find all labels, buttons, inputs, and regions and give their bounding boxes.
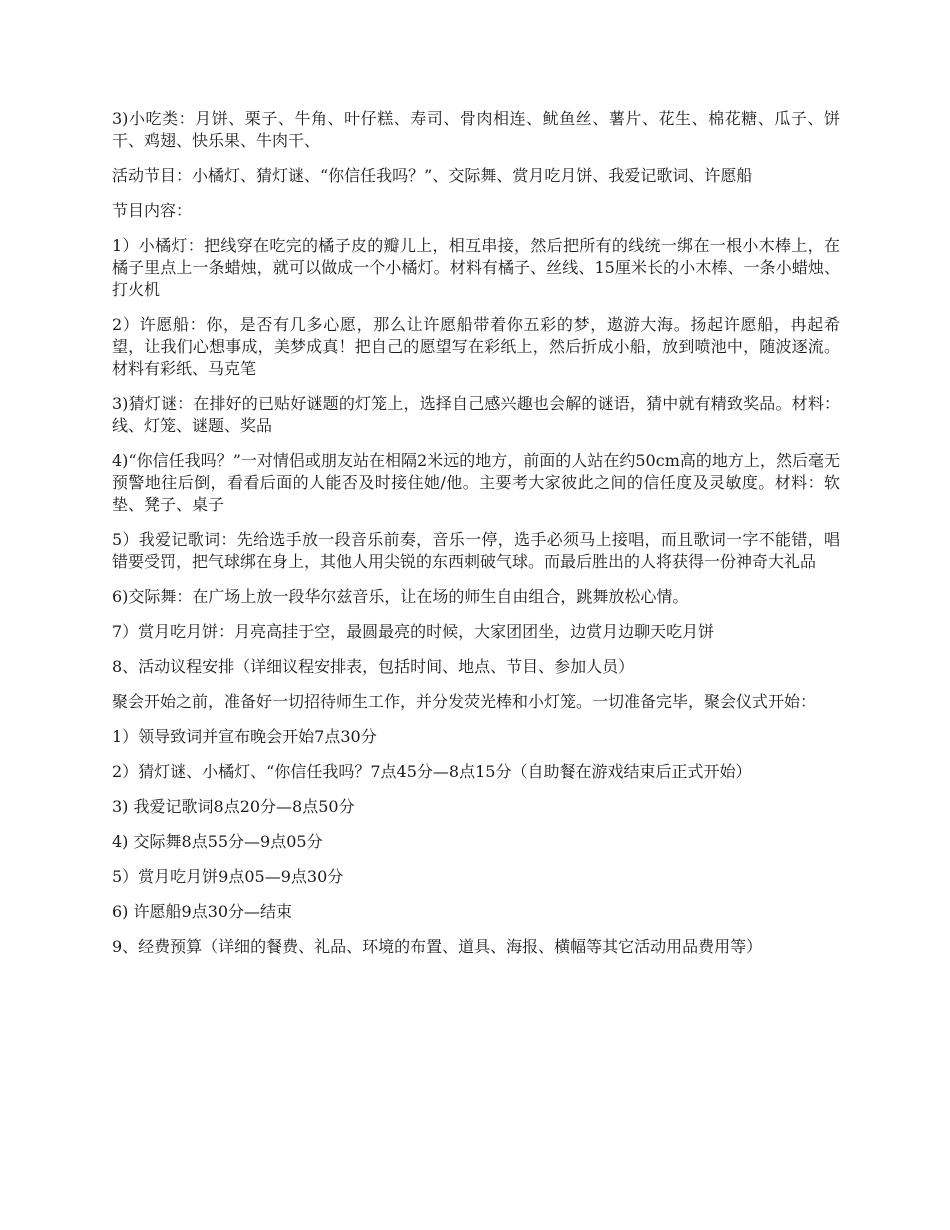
paragraph-program-list: 活动节目：小橘灯、猜灯谜、“你信任我吗？”、交际舞、赏月吃月饼、我爱记歌词、许愿船	[112, 166, 753, 185]
paragraph-mooncake: 7）赏月吃月饼：月亮高挂于空，最圆最亮的时候，大家团团坐，边赏月边聊天吃月饼	[112, 622, 715, 641]
paragraph-agenda-item: 5）赏月吃月饼9点05—9点30分	[112, 867, 344, 886]
paragraph-orange-lantern: 1）小橘灯：把线穿在吃完的橘子皮的瓣儿上，相互串接，然后把所有的线统一绑在一根小木棒上，在橘子里点上一条蜡烛，就可以做成一个小橘灯。材料有橘子、丝线、15厘米长的小木棒、一条小蜡烛、打火机	[112, 236, 840, 299]
paragraph-agenda-item: 2）猜灯谜、小橘灯、“你信任我吗？7点45分—8点15分（自助餐在游戏结束后正式开始）	[112, 762, 752, 781]
paragraph-trust-game: 4)“你信任我吗？”一对情侣或朋友站在相隔2米远的地方，前面的人站在约50cm高的地方上，然后毫无预警地往后倒，看看后面的人能否及时接住她/他。主要考大家彼此之间的信任度及灵敏度。材料：软垫、凳子、桌子	[112, 451, 840, 514]
paragraph-agenda-item: 4) 交际舞8点55分—9点05分	[112, 832, 323, 851]
paragraph-agenda-heading: 8、活动议程安排（详细议程安排表，包括时间、地点、节目、参加人员）	[112, 657, 635, 676]
paragraph-snacks: 3)小吃类：月饼、栗子、牛角、叶仔糕、寿司、骨肉相连、鱿鱼丝、薯片、花生、棉花糖、瓜子、饼干、鸡翅、快乐果、牛肉干、	[112, 109, 840, 150]
paragraph-agenda-item: 3) 我爱记歌词8点20分—8点50分	[112, 797, 355, 816]
paragraph-wish-boat: 2）许愿船：你，是否有几多心愿，那么让许愿船带着你五彩的梦，遨游大海。扬起许愿船，冉起希望，让我们心想事成，美梦成真！把自己的愿望写在彩纸上，然后折成小船，放到喷池中，随波逐流。材料有彩纸、马克笔	[112, 315, 840, 378]
paragraph-agenda-item: 6) 许愿船9点30分—结束	[112, 902, 293, 921]
paragraph-agenda-item: 1）领导致词并宣布晚会开始7点30分	[112, 727, 377, 746]
paragraph-agenda-intro: 聚会开始之前，准备好一切招待师生工作，并分发荧光棒和小灯笼。一切准备完毕，聚会仪式开始：	[112, 692, 817, 711]
paragraph-budget-heading: 9、经费预算（详细的餐费、礼品、环境的布置、道具、海报、横幅等其它活动用品费用等）	[112, 937, 763, 956]
paragraph-lyrics-game: 5）我爱记歌词：先给选手放一段音乐前奏，音乐一停，选手必须马上接唱，而且歌词一字不能错，唱错要受罚，把气球绑在身上，其他人用尖锐的东西刺破气球。而最后胜出的人将获得一份神奇大礼品	[112, 530, 840, 571]
paragraph-lantern-riddles: 3)猜灯谜：在排好的已贴好谜题的灯笼上，选择自己感兴趣也会解的谜语，猜中就有精致奖品。材料：线、灯笼、谜题、奖品	[112, 394, 840, 435]
paragraph-social-dance: 6)交际舞：在广场上放一段华尔兹音乐，让在场的师生自由组合，跳舞放松心情。	[112, 587, 689, 606]
document-page	[112, 108, 840, 971]
paragraph-program-content-heading: 节目内容：	[112, 201, 193, 220]
